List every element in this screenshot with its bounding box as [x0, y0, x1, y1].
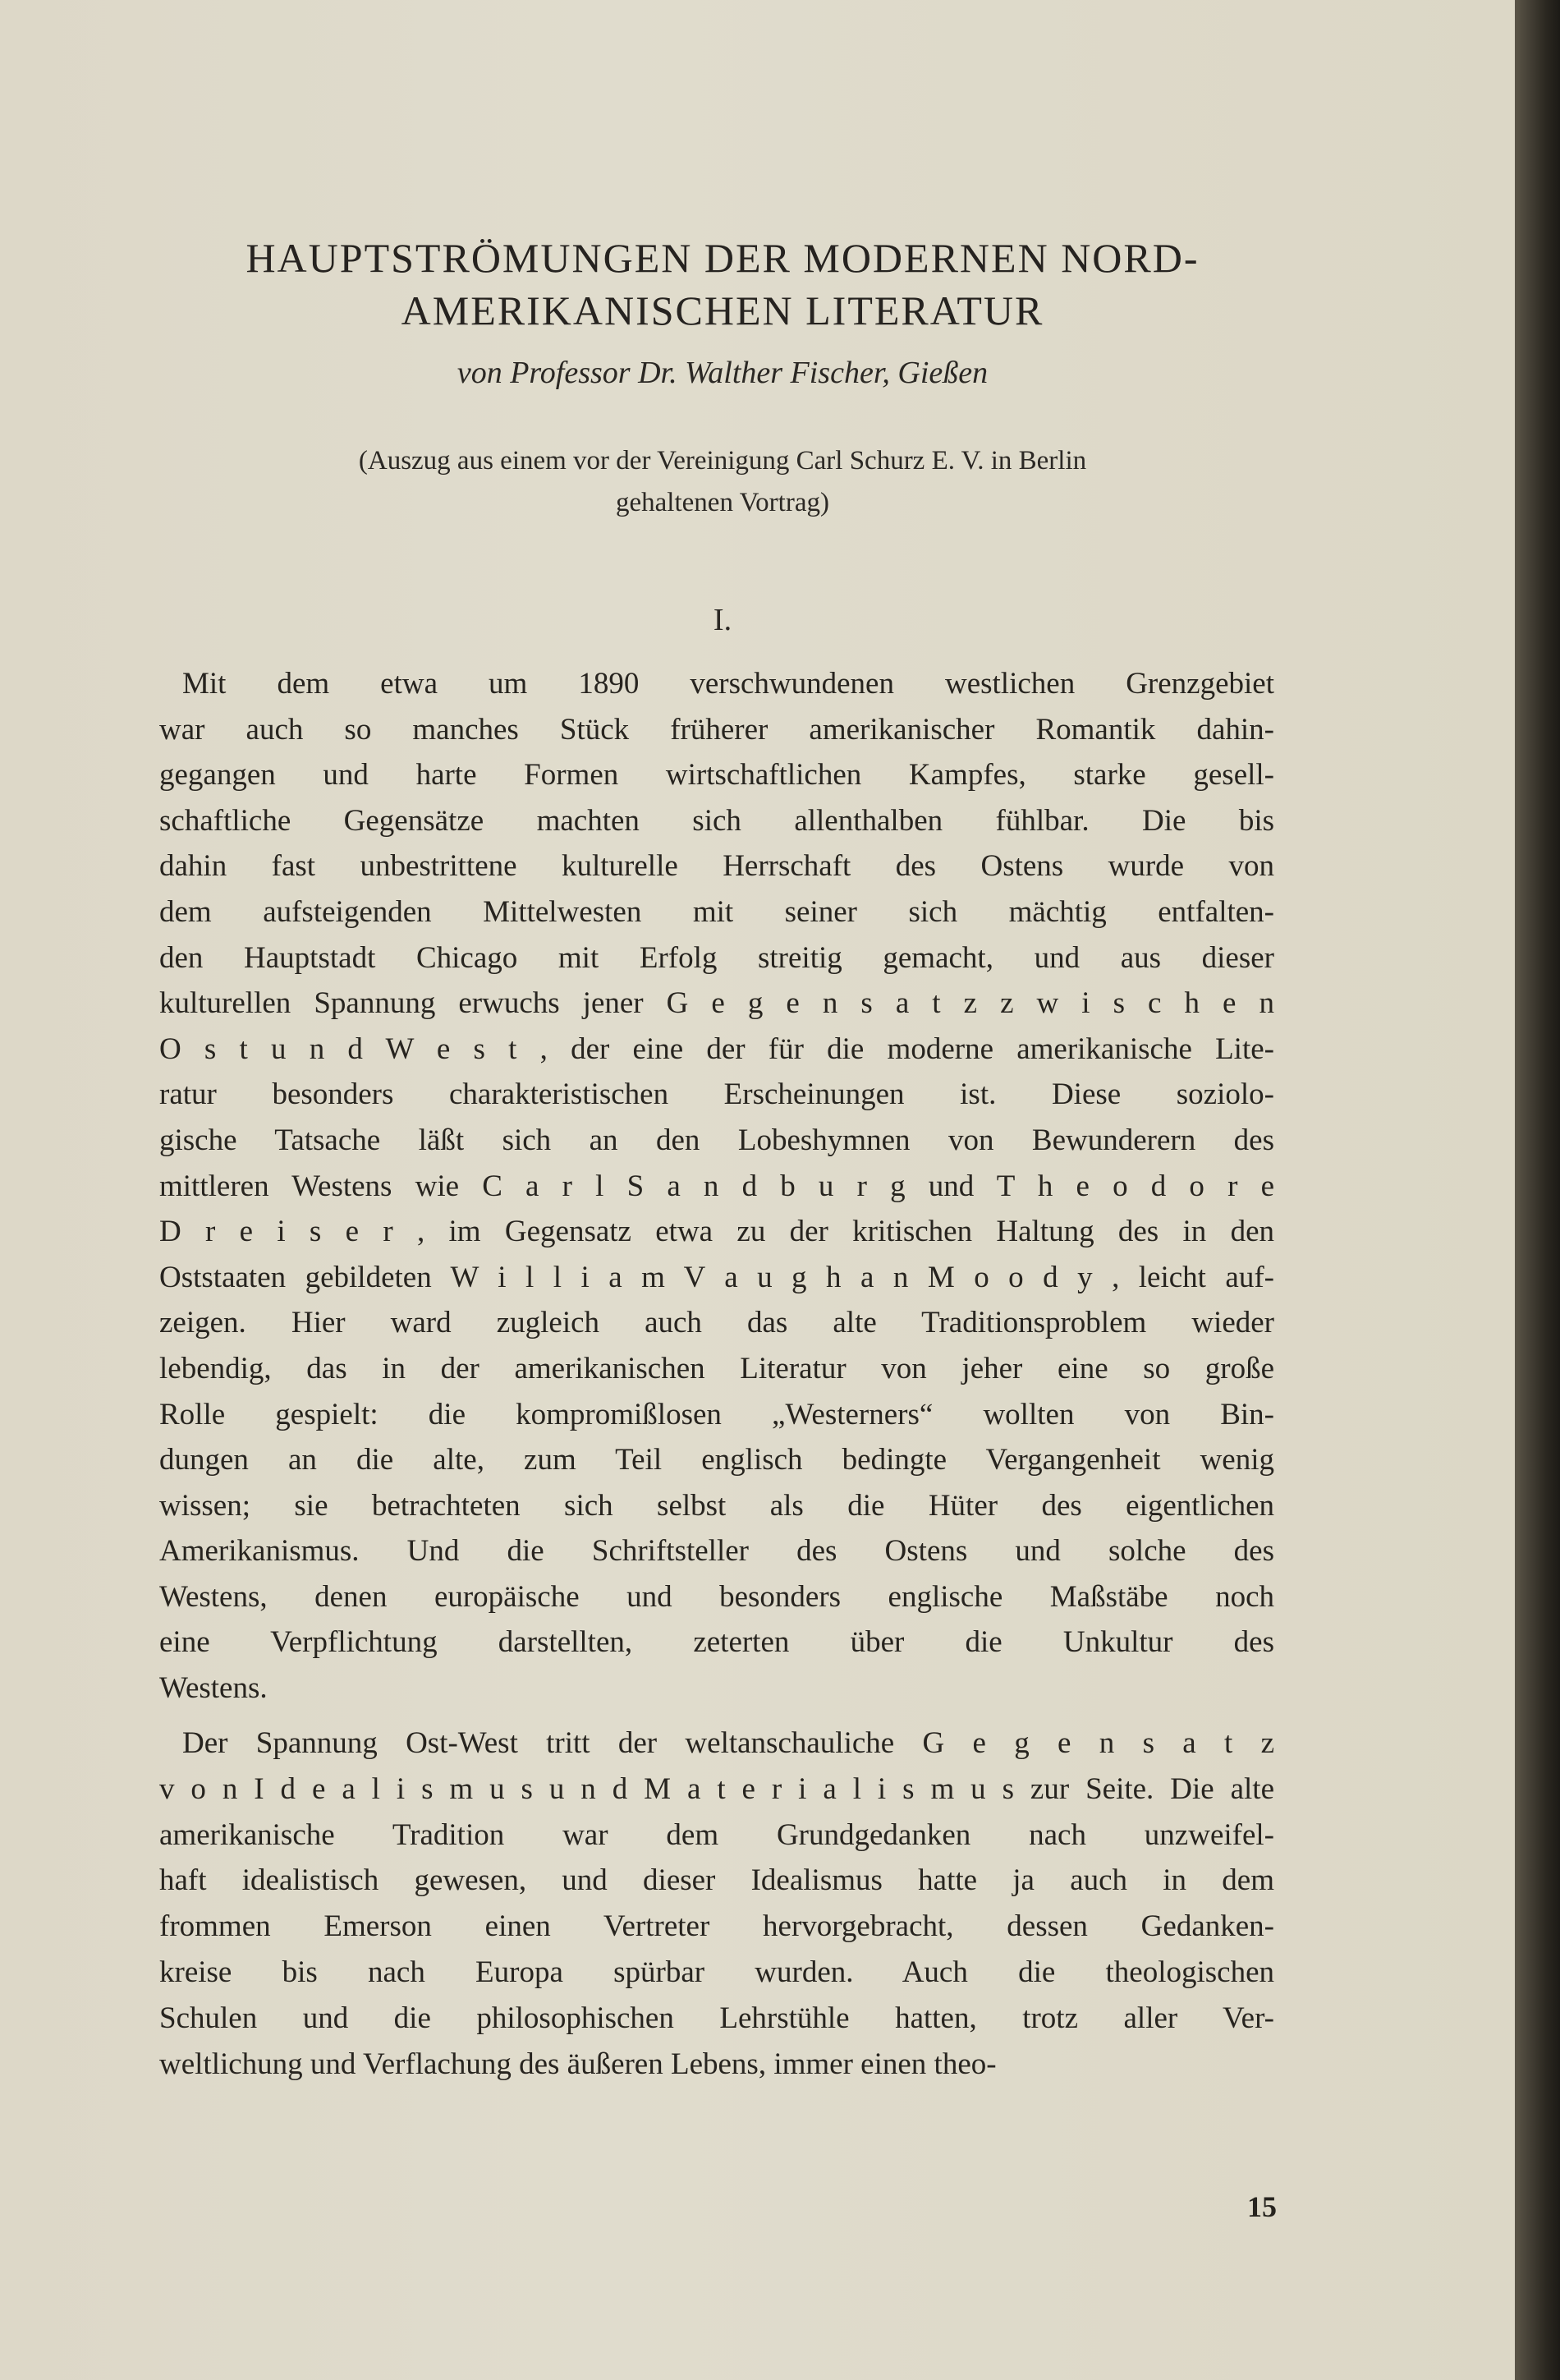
text-line: weltlichung und Verflachung des äußeren Lebens, immer einen theo-	[159, 2047, 997, 2081]
page-edge-shadow	[1515, 0, 1560, 2380]
text-line: mittleren Westens wie C a r l S a n d b u r g und T h e o d o r e	[159, 1169, 1274, 1203]
text-line: war auch so manches Stück früherer amerikanischer Romantik dahin-	[159, 712, 1274, 747]
text-line: amerikanische Tradition war dem Grundgedanken nach unzweifel-	[159, 1817, 1274, 1852]
text-line: kulturellen Spannung erwuchs jener G e g e n s a t z z w i s c h e n	[159, 986, 1274, 1021]
text-line: gische Tatsache läßt sich an den Lobeshymnen von Bewunderern des	[159, 1123, 1274, 1157]
lecture-note	[156, 440, 1289, 524]
section-number: I.	[713, 603, 732, 637]
text-line: haft idealistisch gewesen, und dieser Idealismus hatte ja auch in dem	[159, 1863, 1274, 1898]
text-line: frommen Emerson einen Vertreter hervorgebracht, dessen Gedanken-	[159, 1909, 1274, 1944]
text-line: Der Spannung Ost-West tritt der weltanschauliche G e g e n s a t z	[182, 1726, 1274, 1760]
article-title	[156, 232, 1289, 337]
text-line: D r e i s e r , im Gegensatz etwa zu der kritischen Haltung des in den	[159, 1215, 1274, 1249]
text-line: eine Verpflichtung darstellten, zeterten über die Unkultur des	[159, 1625, 1274, 1660]
text-line: den Hauptstadt Chicago mit Erfolg streitig gemacht, und aus dieser	[159, 940, 1274, 975]
text-line: v o n I d e a l i s m u s u n d M a t e r i a l i s m u s zur Seite. Die alte	[159, 1771, 1274, 1806]
text-line: Westens.	[159, 1671, 268, 1706]
title-line: AMERIKANISCHEN LITERATUR	[401, 287, 1044, 333]
text-line: dahin fast unbestrittene kulturelle Herrschaft des Ostens wurde von	[159, 849, 1274, 884]
text-line: Mit dem etwa um 1890 verschwundenen westlichen Grenzgebiet	[182, 667, 1274, 701]
text-line: Schulen und die philosophischen Lehrstühle hatten, trotz aller Ver-	[159, 2001, 1274, 2035]
author-byline: von Professor Dr. Walther Fischer, Gießen	[457, 356, 989, 390]
note-line: gehaltenen Vortrag)	[616, 488, 829, 517]
text-line: kreise bis nach Europa spürbar wurden. Auch die theologischen	[159, 1955, 1274, 1989]
text-line: ratur besonders charakteristischen Erscheinungen ist. Diese soziolo-	[159, 1077, 1274, 1112]
text-line: wissen; sie betrachteten sich selbst als die Hüter des eigentlichen	[159, 1488, 1274, 1523]
text-line: zeigen. Hier ward zugleich auch das alte Traditionsproblem wieder	[159, 1306, 1274, 1340]
text-line: Amerikanismus. Und die Schriftsteller des Ostens und solche des	[159, 1534, 1274, 1569]
text-line: Westens, denen europäische und besonders englische Maßstäbe noch	[159, 1579, 1274, 1614]
body-paragraph	[159, 661, 1274, 1711]
title-line: HAUPTSTRÖMUNGEN DER MODERNEN NORD-	[245, 235, 1200, 281]
text-line: dungen an die alte, zum Teil englisch bedingte Vergangenheit wenig	[159, 1443, 1274, 1477]
text-line: schaftliche Gegensätze machten sich allenthalben fühlbar. Die bis	[159, 803, 1274, 838]
page-number: 15	[1247, 2190, 1277, 2223]
body-paragraph	[159, 1721, 1274, 2087]
text-line: lebendig, das in der amerikanischen Literatur von jeher eine so große	[159, 1351, 1274, 1385]
text-line: Rolle gespielt: die kompromißlosen „Westerners“ wollten von Bin-	[159, 1397, 1274, 1431]
text-line: Oststaaten gebildeten W i l l i a m V a u g h a n M o o d y , leicht auf-	[159, 1260, 1274, 1294]
note-line: (Auszug aus einem vor der Vereinigung Carl Schurz E. V. in Berlin	[358, 446, 1087, 476]
text-line: O s t u n d W e s t , der eine der für die moderne amerikanische Lite-	[159, 1031, 1274, 1066]
text-line: gegangen und harte Formen wirtschaftlichen Kampfes, starke gesell-	[159, 758, 1274, 793]
text-line: dem aufsteigenden Mittelwesten mit seiner sich mächtig entfalten-	[159, 894, 1274, 929]
